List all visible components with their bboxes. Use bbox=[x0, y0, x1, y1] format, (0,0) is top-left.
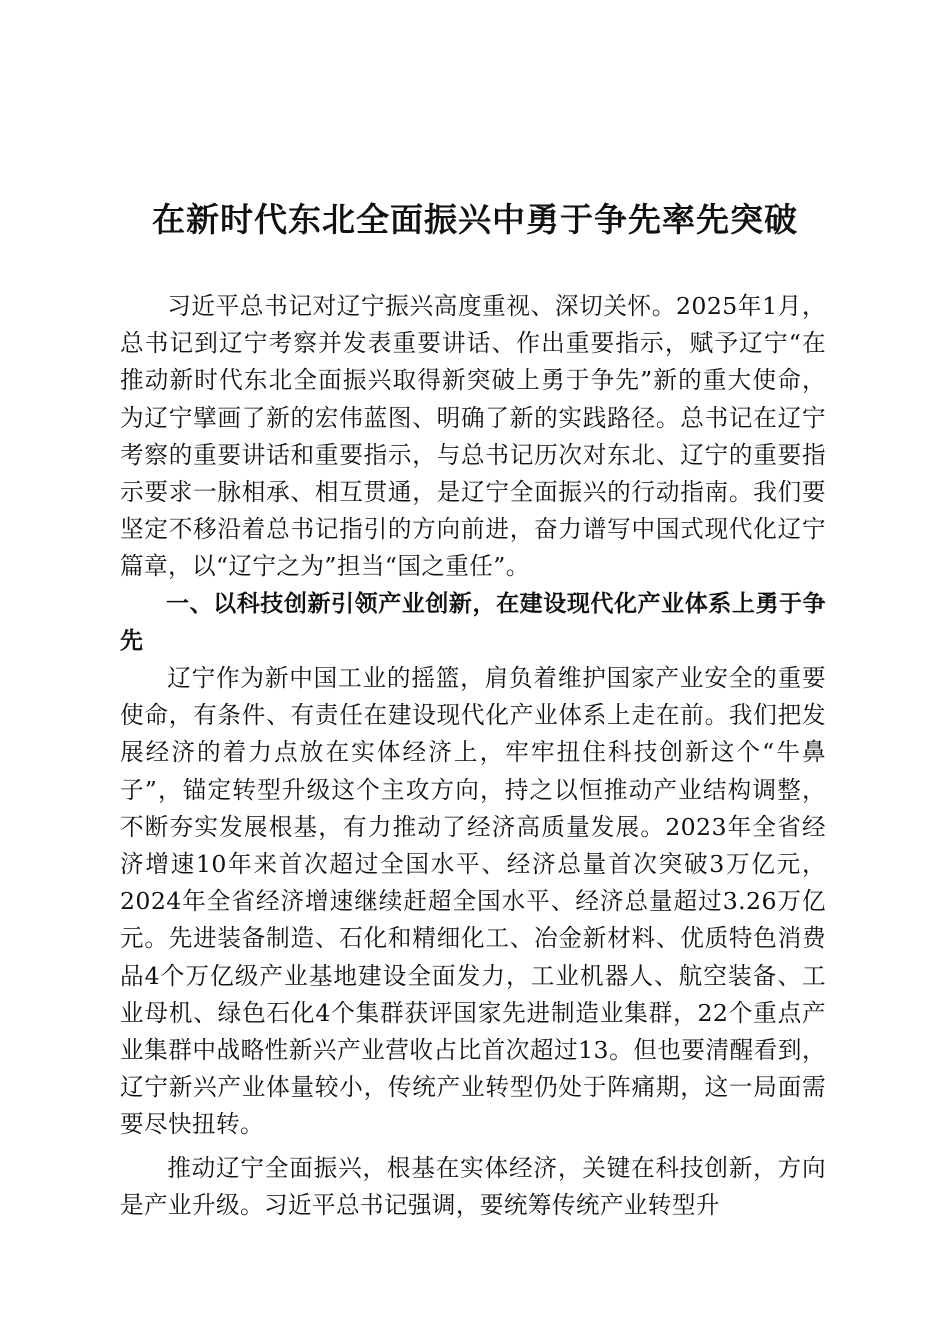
body-paragraph: 推动辽宁全面振兴，根基在实体经济，关键在科技创新，方向是产业升级。习近平总书记强调，要统筹传统产业转型升 bbox=[120, 1153, 826, 1219]
document-body bbox=[120, 288, 826, 1224]
section-heading: 一、以科技创新引领产业创新，在建设现代化产业体系上勇于争先 bbox=[120, 590, 826, 654]
intro-paragraph: 习近平总书记对辽宁振兴高度重视、深切关怀。2025年1月，总书记到辽宁考察并发表重要讲话、作出重要指示，赋予辽宁“在推动新时代东北全面振兴取得新突破上勇于争先”新的重大使命，为辽宁擘画了新的宏伟蓝图、明确了新的实践路径。总书记在辽宁考察的重要讲话和重要指示，与总书记历次对东北、辽宁的重要指示要求一脉相承、相互贯通，是辽宁全面振兴的行动指南。我们要坚定不移沿着总书记指引的方向前进，奋力谱写中国式现代化辽宁篇章，以“辽宁之为”担当“国之重任”。 bbox=[120, 292, 826, 581]
document-title: 在新时代东北全面振兴中勇于争先率先突破 bbox=[152, 200, 798, 239]
body-paragraph: 辽宁作为新中国工业的摇篮，肩负着维护国家产业安全的重要使命，有条件、有责任在建设现代化产业体系上走在前。我们把发展经济的着力点放在实体经济上，牢牢扭住科技创新这个“牛鼻子”，锚定转型升级这个主攻方向，持之以恒推动产业结构调整，不断夯实发展根基，有力推动了经济高质量发展。2023年全省经济增速10年来首次超过全国水平、经济总量首次突破3万亿元，2024年全省经济增速继续赶超全国水平、经济总量超过3.26万亿元。先进装备制造、石化和精细化工、冶金新材料、优质特色消费品4个万亿级产业基地建设全面发力，工业机器人、航空装备、工业母机、绿色石化4个集群获评国家先进制造业集群，22个重点产业集群中战略性新兴产业营收占比首次超过13。但也要清醒看到，辽宁新兴产业体量较小，传统产业转型仍处于阵痛期，这一局面需要尽快扭转。 bbox=[120, 664, 826, 1139]
